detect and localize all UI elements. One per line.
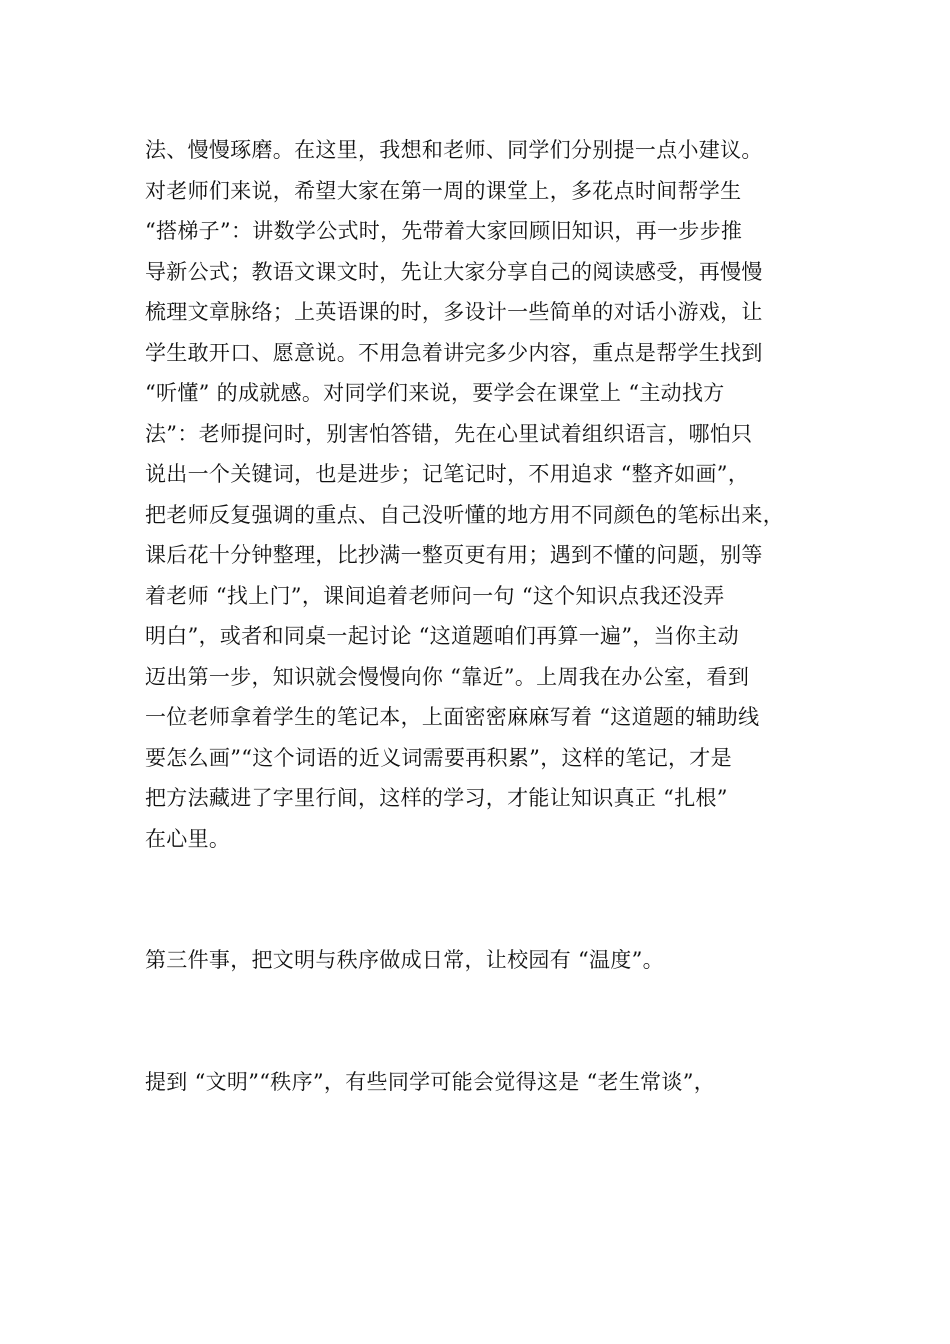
document-body bbox=[145, 130, 815, 1102]
text-line: 一位老师拿着学生的笔记本，上面密密麻麻写着 “这道题的辅助线 bbox=[145, 705, 760, 729]
paragraph-advice bbox=[145, 130, 815, 859]
text-line: 着老师 “找上门”，课间追着老师问一句 “这个知识点我还没弄 bbox=[145, 583, 725, 608]
text-line: 法”：老师提问时，别害怕答错，先在心里试着组织语言，哪怕只 bbox=[145, 421, 753, 446]
text-line: 学生敢开口、愿意说。不用急着讲完多少内容，重点是帮学生找到 bbox=[145, 340, 763, 365]
text-line: “听懂” 的成就感。对同学们来说，要学会在课堂上 “主动找方 bbox=[145, 381, 725, 405]
text-line: 要怎么画”“这个词语的近义词需要再积累”，这样的笔记，才是 bbox=[145, 745, 732, 770]
text-line: “搭梯子”：讲数学公式时，先带着大家回顾旧知识，再一步步推 bbox=[145, 219, 743, 243]
text-line: 法、慢慢琢磨。在这里，我想和老师、同学们分别提一点小建议。 bbox=[145, 138, 763, 162]
text-line: 明白”，或者和同桌一起讨论 “这道题咱们再算一遍”，当你主动 bbox=[145, 624, 739, 648]
text-line: 迈出第一步，知识就会慢慢向你 “靠近”。上周我在办公室，看到 bbox=[145, 664, 750, 689]
text-line: 在心里。 bbox=[145, 826, 231, 851]
paragraph-civility-intro: 提到 “文明”“秩序”，有些同学可能会觉得这是 “老生常谈”， bbox=[145, 1069, 716, 1094]
text-line: 把老师反复强调的重点、自己没听懂的地方用不同颜色的笔标出来， bbox=[145, 502, 784, 527]
paragraph-spacer bbox=[145, 859, 815, 940]
paragraph-third-item-heading: 第三件事，把文明与秩序做成日常，让校园有 “温度”。 bbox=[145, 948, 664, 972]
text-line: 梳理文章脉络；上英语课的时，多设计一些简单的对话小游戏，让 bbox=[145, 300, 763, 324]
text-line: 课后花十分钟整理，比抄满一整页更有用；遇到不懂的问题，别等 bbox=[145, 543, 763, 567]
text-line: 把方法藏进了字里行间，这样的学习，才能让知识真正 “扎根” bbox=[145, 786, 728, 810]
text-line: 对老师们来说，希望大家在第一周的课堂上，多花点时间帮学生 bbox=[145, 178, 742, 203]
text-line: 导新公式；教语文课文时，先让大家分享自己的阅读感受，再慢慢 bbox=[145, 259, 763, 284]
paragraph-spacer bbox=[145, 981, 815, 1062]
text-line: 说出一个关键词，也是进步；记笔记时，不用追求 “整齐如画”， bbox=[145, 462, 750, 486]
